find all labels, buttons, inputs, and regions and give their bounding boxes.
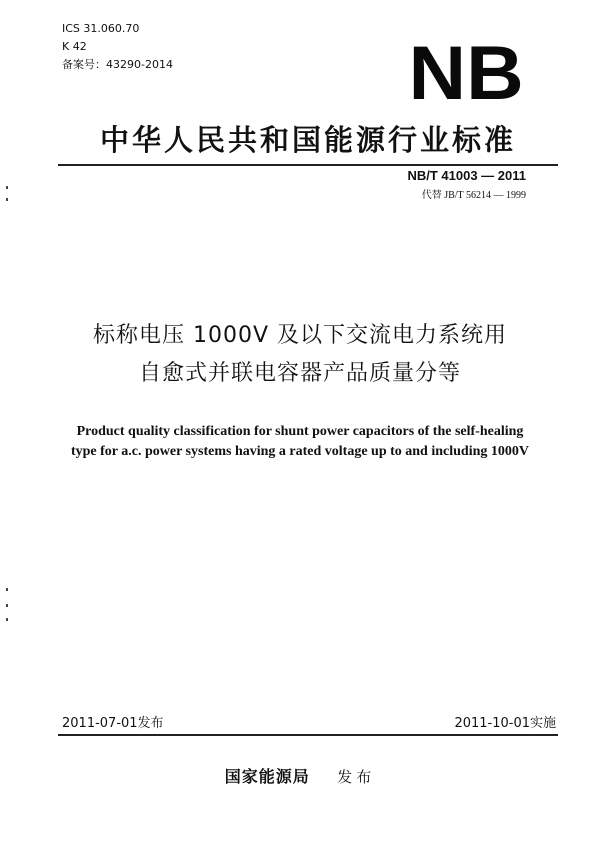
- scan-speck: [6, 604, 8, 607]
- scan-speck: [6, 618, 8, 621]
- top-divider: [58, 164, 558, 166]
- scan-speck: [6, 186, 8, 189]
- standard-code: NB/T 41003 — 2011: [407, 168, 526, 183]
- bottom-divider: [58, 734, 558, 736]
- ics-code: ICS 31.060.70: [62, 22, 140, 35]
- issue-date: 2011-07-01发布: [62, 716, 164, 731]
- issuer-name: 国家能源局: [224, 767, 310, 786]
- replaces-standard: 代替 JB/T 56214 — 1999: [421, 190, 526, 201]
- scan-speck: [6, 588, 8, 591]
- title-english-line-2: type for a.c. power systems having a rated voltage up to and including 1000V: [70, 444, 529, 459]
- scan-speck: [6, 198, 8, 201]
- record-number: 备案号：43290-2014: [62, 58, 173, 71]
- title-chinese-line-1: 标称电压 1000V 及以下交流电力系统用: [92, 323, 508, 348]
- title-english-line-1: Product quality classification for shunt power capacitors of the self-healing: [76, 424, 524, 439]
- title-chinese-line-2: 自愈式并联电容器产品质量分等: [138, 361, 461, 386]
- ccs-code: K 42: [62, 40, 87, 53]
- issuer-line: [0, 764, 600, 787]
- standard-category-title: 中华人民共和国能源行业标准: [99, 123, 516, 157]
- implementation-date: 2011-10-01实施: [454, 716, 556, 731]
- nb-logo: NB: [408, 31, 524, 116]
- issuer-action: 发布: [337, 768, 376, 786]
